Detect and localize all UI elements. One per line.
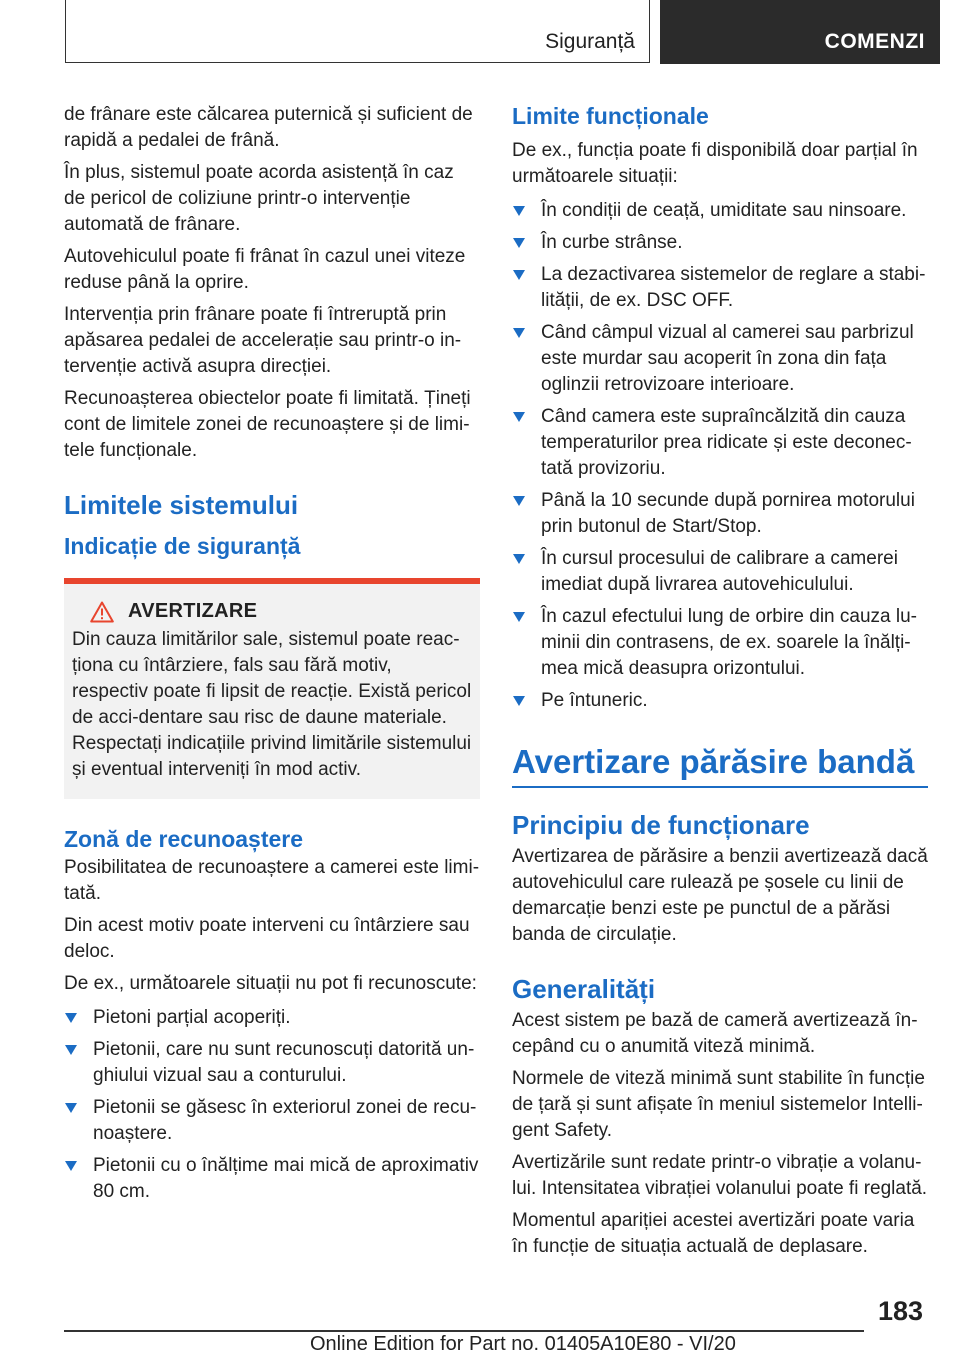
paragraph: Normele de viteză minimă sunt stabilite în funcție de țară și sunt afișate în meniul sistemelor Intelli-gent Safety. [512, 1068, 925, 1141]
header-chapter-title: COMENZI [824, 30, 925, 53]
paragraph: Autovehiculul poate fi frânat în cazul unei viteze reduse până la oprire. [64, 246, 466, 293]
header-section-tab [65, 0, 650, 63]
list-item: La dezactivarea sistemelor de reglare a stabi-lității, de ex. DSC OFF. [512, 262, 928, 314]
list-item: În cursul procesului de calibrare a camerei imediat după livrarea autovehiculului. [512, 546, 928, 598]
bullet-triangle-icon [513, 696, 525, 706]
left-column [64, 102, 480, 1211]
paragraph: de frânare este călcarea puternică și suficient de rapidă a pedalei de frână. [64, 104, 473, 151]
list-item: Pe întuneric. [512, 688, 928, 714]
list-item: Până la 10 secunde după pornirea motorului prin butonul de Start/Stop. [512, 488, 928, 540]
heading-underline [512, 786, 928, 788]
header-chapter-tab [660, 0, 940, 64]
bullet-triangle-icon [65, 1161, 77, 1171]
paragraph: Intervenția prin frânare poate fi întreruptă prin apăsarea pedalei de accelerație sau printr-o in-tervenție activă asupra direcției. [64, 304, 462, 377]
footer-rule [64, 1330, 864, 1332]
bullet-triangle-icon [513, 328, 525, 338]
bullet-triangle-icon [513, 270, 525, 280]
list-item: În cazul efectului lung de orbire din cauza lu-minii din contrasens, de ex. soarele la înălți-mea mică deasupra orizontului. [512, 604, 928, 682]
bullet-triangle-icon [65, 1103, 77, 1113]
paragraph: Avertizarea de părăsire a benzii avertizează dacă autovehiculul care rulează pe șosele cu linii de demarcație benzi este pe punctul de a părăsi banda de circulație. [512, 846, 928, 945]
heading-safety-note: Indicație de siguranță [64, 533, 301, 559]
paragraph: Din acest motiv poate interveni cu întârziere sau deloc. [64, 915, 470, 962]
paragraph: De ex., următoarele situații nu pot fi recunoscute: [64, 973, 477, 994]
footer-edition: Online Edition for Part no. 01405A10E80 - VI/20 [310, 1333, 736, 1355]
list-item: Pietonii, care nu sunt recunoscuți datorită un-ghiului vizual sau a conturului. [64, 1037, 480, 1089]
heading-functional-limits: Limite funcționale [512, 103, 709, 129]
header-section-title: Siguranță [545, 30, 635, 53]
page-number: 183 [878, 1296, 924, 1326]
warning-box [64, 584, 480, 799]
warning-triangle-icon [90, 601, 114, 623]
paragraph: Posibilitatea de recunoaștere a camerei este limi-tată. [64, 857, 480, 904]
list-item: Când câmpul vizual al camerei sau parbrizul este murdar sau acoperit în zona din fața oglinzii retrovizoare interioare. [512, 320, 928, 398]
paragraph: Recunoașterea obiectelor poate fi limitată. Țineți cont de limitele zonei de recunoaștere și de limi-tele funcționale. [64, 388, 471, 461]
bullet-triangle-icon [513, 496, 525, 506]
paragraph: Acest sistem pe bază de cameră avertizează în-cepând cu o anumită viteză minimă. [512, 1010, 918, 1057]
paragraph: Momentul apariției acestei avertizări poate varia în funcție de situația actuală de deplasare. [512, 1210, 915, 1257]
heading-lane-departure-warning: Avertizare părăsire bandă [512, 743, 915, 780]
warning-label: AVERTIZARE [128, 600, 258, 622]
bullet-triangle-icon [513, 412, 525, 422]
bullet-triangle-icon [513, 612, 525, 622]
list-item: Pietonii cu o înălțime mai mică de aproximativ 80 cm. [64, 1153, 480, 1205]
right-column [512, 102, 928, 1266]
list-item: Pietoni parțial acoperiți. [64, 1005, 480, 1031]
functional-bullet-list [512, 198, 928, 714]
list-item: Când camera este supraîncălzită din cauza temperaturilor prea ridicate și este deconec-tată provizoriu. [512, 404, 928, 482]
list-item: În curbe strânse. [512, 230, 928, 256]
heading-system-limits: Limitele sistemului [64, 490, 299, 520]
list-item: În condiții de ceață, umiditate sau ninsoare. [512, 198, 928, 224]
paragraph: De ex., funcția poate fi disponibilă doar parțial în următoarele situații: [512, 140, 918, 187]
bullet-triangle-icon [513, 238, 525, 248]
paragraph: În plus, sistemul poate acorda asistență în caz de pericol de coliziune printr-o intervenție automată de frânare. [64, 162, 454, 235]
bullet-triangle-icon [65, 1045, 77, 1055]
heading-recognition-zone: Zonă de recunoaștere [64, 826, 304, 852]
bullet-triangle-icon [513, 206, 525, 216]
paragraph: Avertizările sunt redate printr-o vibrație a volanu-lui. Intensitatea vibrației volanului poate fi reglată. [512, 1152, 928, 1199]
heading-operating-principle: Principiu de funcționare [512, 810, 810, 840]
list-item: Pietonii se găsesc în exteriorul zonei de recu-noaștere. [64, 1095, 480, 1147]
warning-title [72, 600, 472, 623]
bullet-triangle-icon [513, 554, 525, 564]
heading-general: Generalități [512, 974, 656, 1004]
bullet-triangle-icon [65, 1013, 77, 1023]
warning-text: Din cauza limitărilor sale, sistemul poate reac-ționa cu întârziere, fals sau fără motiv, respectiv poate fi lipsit de reacție. Există pericol de acci-dentare sau risc de daune materiale. Respectați indicațiile privind limitările sistemului și eventual interveniți în mod activ. [72, 629, 472, 780]
zone-bullet-list [64, 1005, 480, 1205]
